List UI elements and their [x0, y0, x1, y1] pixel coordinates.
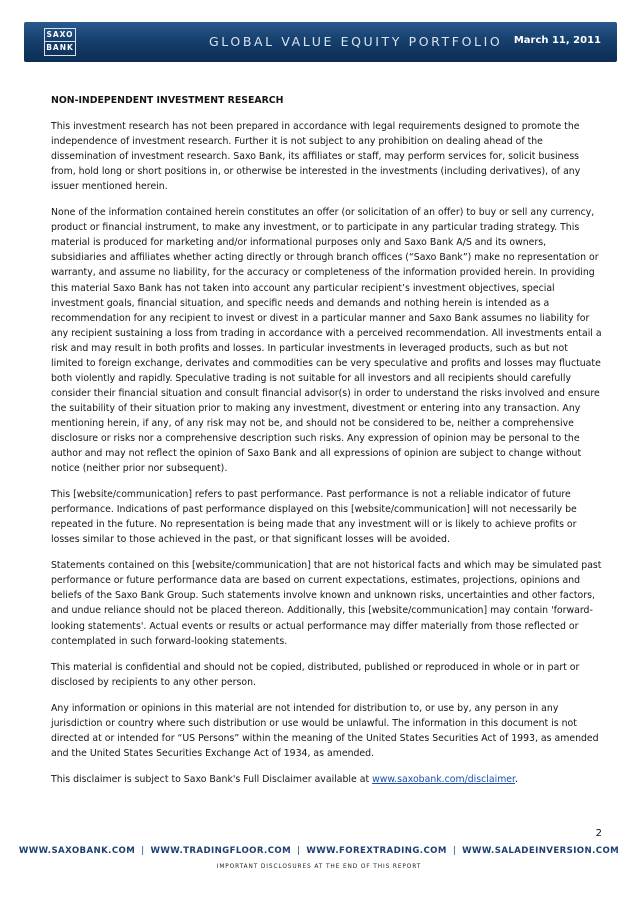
paragraph: This material is confidential and should not be copied, distributed, published or reproduced in whole or in part or disclosed by recipients to any other person.	[51, 661, 580, 688]
full-disclaimer-note	[51, 772, 603, 787]
report-date: March 11, 2011	[513, 35, 601, 46]
saxo-bank-logo	[44, 28, 76, 56]
disclaimer-prefix: This disclaimer is subject to Saxo Bank's Full Disclaimer available at	[51, 773, 373, 785]
footer-separator: |	[297, 846, 301, 856]
footer-links	[0, 846, 638, 856]
disclaimer-suffix: .	[515, 773, 519, 785]
logo-line-1: SAXO	[45, 29, 75, 42]
page-number: 2	[595, 828, 602, 839]
footer-separator: |	[452, 846, 457, 856]
paragraph: This investment research has not been prepared in accordance with legal requirements designed to promote the independence of investment research. Further it is not subject to any prohibition on dealing ahead of the dissemination of investment research. Saxo Bank, its affiliates or staff, may perform services for, solicit business from, hold long or short positions in, or otherwise be interested in the investments (including derivatives), of any issuer mentioned herein.	[51, 121, 581, 193]
footer-link-forextrading[interactable]: WWW.FOREXTRADING.COM	[306, 846, 447, 856]
paragraph: Any information or opinions in this material are not intended for distribution to, or use by, any person in any jurisdiction or country where such distribution or use would be unlawful. The information in this document is not directed at or intended for “US Persons” within the meaning of the United States Securities Act of 1993, as amended and the United States Securities Exchange Act of 1934, as amended.	[51, 702, 599, 759]
disclaimer-body	[51, 93, 603, 798]
disclaimer-link[interactable]: www.saxobank.com/disclaimer	[372, 773, 516, 785]
footer-link-tradingfloor[interactable]: WWW.TRADINGFLOOR.COM	[150, 846, 292, 856]
logo-line-2: BANK	[46, 43, 74, 52]
paragraph: None of the information contained herein constitutes an offer (or solicitation of an offer) to buy or sell any currency, product or financial instrument, to make any investment, or to participate in any particular trading strategy. This material is produced for marketing and/or informational purposes only and Saxo Bank A/S and its owners, subsidiaries and affiliates whether acting directly or through branch offices (“Saxo Bank”) make no representation or warranty, and assume no liability, for the accuracy or completeness of the information provided herein. In providing this material Saxo Bank has not taken into account any particular recipient’s investment objectives, special investment goals, financial situation, and specific needs and demands and nothing herein is intended as a recommendation for any recipient to invest or divest in a particular manner and Saxo Bank assumes no liability for any recipient sustaining a loss from trading in accordance with a perceived recommendation. All investments entail a risk and may result in both profits and losses. In particular investments in leveraged products, such as but not limited to foreign exchange, derivates and commodities can be very speculative and profits and losses may fluctuate both violently and rapidly. Speculative trading is not suitable for all investors and all recipients should carefully consider their financial situation and consult financial advisor(s) in order to understand the risks involved and ensure the suitability of their situation prior to making any investment, divestment or entering into any transaction. Any mentioning herein, if any, of any risk may not be, and should not be considered to be, neither a comprehensive disclosure or risks nor a comprehensive description such risks. Any expression of opinion may be personal to the author and may not reflect the opinion of Saxo Bank and all expressions of opinion are subject to change without notice (neither prior nor subsequent).	[51, 207, 602, 475]
paragraph: Statements contained on this [website/communication] that are not historical facts and which may be simulated past performance or future performance data are based on current expectations, estimates, projections, opinions and beliefs of the Saxo Bank Group. Such statements involve known and unknown risks, uncertainties and other factors, and undue reliance should not be placed thereon. Additionally, this [website/communication] may contain 'forward-looking statements'. Actual events or results or actual performance may differ materially from those reflected or contemplated in such forward-looking statements.	[51, 560, 602, 647]
report-header	[24, 22, 617, 62]
section-heading: NON-INDEPENDENT INVESTMENT RESEARCH	[51, 95, 284, 106]
paragraph: This [website/communication] refers to past performance. Past performance is not a reliable indicator of future performance. Indications of past performance displayed on this [website/communication] will not necessarily be repeated in the future. No representation is being made that any investment will or is likely to achieve profits or losses similar to those achieved in the past, or that significant losses will be avoided.	[51, 489, 577, 546]
footer-separator: |	[141, 846, 145, 856]
footer-link-saladeinversion[interactable]: WWW.SALADEINVERSION.COM	[462, 846, 620, 856]
report-title: GLOBAL VALUE EQUITY PORTFOLIO	[209, 34, 503, 49]
footer-link-saxobank[interactable]: WWW.SAXOBANK.COM	[18, 846, 136, 856]
footer-disclosure-note: IMPORTANT DISCLOSURES AT THE END OF THIS REPORT	[216, 864, 422, 870]
